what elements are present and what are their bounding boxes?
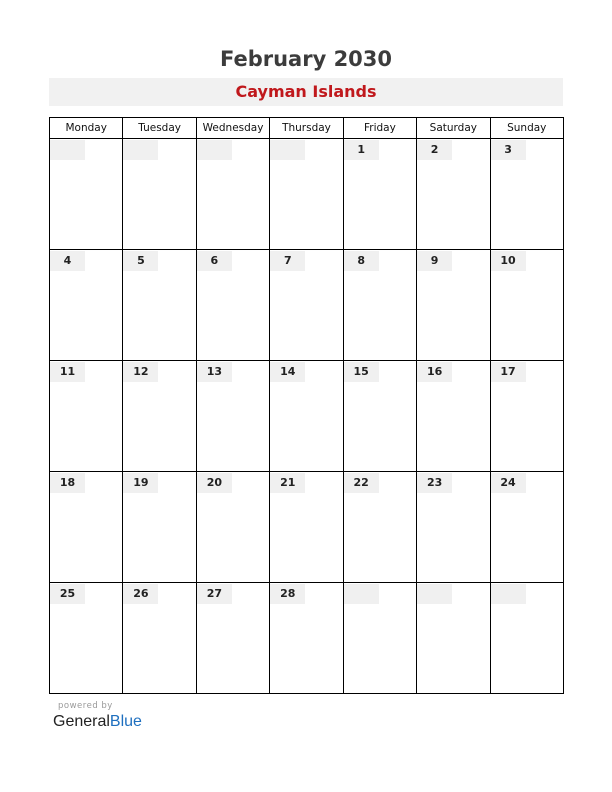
day-cell (270, 361, 343, 472)
day-cell (196, 472, 269, 583)
day-number: 5 (123, 251, 158, 271)
day-cell (196, 250, 269, 361)
day-cell (417, 472, 490, 583)
day-cell (196, 361, 269, 472)
calendar-body (50, 139, 564, 694)
day-number: 4 (50, 251, 85, 271)
weekday-thursday: Thursday (270, 118, 343, 139)
empty-day-cell (123, 139, 196, 250)
calendar-grid (49, 117, 564, 694)
empty-day-badge (270, 140, 305, 160)
day-number: 24 (491, 473, 526, 493)
day-cell (417, 250, 490, 361)
day-number: 7 (270, 251, 305, 271)
day-cell (490, 250, 563, 361)
day-number: 22 (344, 473, 379, 493)
day-number: 26 (123, 584, 158, 604)
page-title: February 2030 (219, 47, 393, 71)
weekday-friday: Friday (343, 118, 416, 139)
day-cell (490, 472, 563, 583)
day-number: 10 (491, 251, 526, 271)
day-cell (270, 472, 343, 583)
day-number: 12 (123, 362, 158, 382)
empty-day-badge (197, 140, 232, 160)
empty-day-cell (196, 139, 269, 250)
day-cell (50, 472, 123, 583)
day-number: 20 (197, 473, 232, 493)
day-cell (270, 583, 343, 694)
day-cell (50, 583, 123, 694)
day-cell (50, 250, 123, 361)
week-row (50, 139, 564, 250)
subtitle-bar (49, 78, 563, 106)
day-number: 9 (417, 251, 452, 271)
day-cell (270, 250, 343, 361)
day-cell (490, 139, 563, 250)
week-row (50, 472, 564, 583)
brand-name-blue: Blue (109, 713, 142, 730)
day-cell (123, 583, 196, 694)
day-number: 23 (417, 473, 452, 493)
day-cell (343, 250, 416, 361)
day-number: 21 (270, 473, 305, 493)
day-number: 2 (417, 140, 452, 160)
powered-by-label: powered by (58, 701, 113, 711)
empty-day-cell (343, 583, 416, 694)
day-cell (123, 250, 196, 361)
day-number: 25 (50, 584, 85, 604)
day-number: 16 (417, 362, 452, 382)
empty-day-badge (50, 140, 85, 160)
day-cell (343, 361, 416, 472)
empty-day-cell (270, 139, 343, 250)
day-cell (343, 139, 416, 250)
weekday-monday: Monday (50, 118, 123, 139)
empty-day-badge (344, 584, 379, 604)
day-number: 15 (344, 362, 379, 382)
week-row (50, 250, 564, 361)
day-number: 1 (344, 140, 379, 160)
day-number: 6 (197, 251, 232, 271)
day-cell (417, 361, 490, 472)
day-number: 8 (344, 251, 379, 271)
day-cell (196, 583, 269, 694)
country-name: Cayman Islands (235, 82, 377, 101)
day-number: 3 (491, 140, 526, 160)
day-cell (123, 361, 196, 472)
brand-name-general: General (53, 713, 110, 730)
weekday-saturday: Saturday (417, 118, 490, 139)
day-number: 28 (270, 584, 305, 604)
weekday-wednesday: Wednesday (196, 118, 269, 139)
day-number: 11 (50, 362, 85, 382)
day-number: 18 (50, 473, 85, 493)
day-cell (490, 361, 563, 472)
empty-day-cell (490, 583, 563, 694)
brand-logo[interactable] (53, 713, 142, 731)
weekday-sunday: Sunday (490, 118, 563, 139)
week-row (50, 361, 564, 472)
weekday-tuesday: Tuesday (123, 118, 196, 139)
empty-day-badge (491, 584, 526, 604)
day-number: 17 (491, 362, 526, 382)
day-number: 13 (197, 362, 232, 382)
weekday-header-row (50, 118, 564, 139)
empty-day-badge (123, 140, 158, 160)
week-row (50, 583, 564, 694)
day-cell (123, 472, 196, 583)
day-cell (417, 139, 490, 250)
empty-day-cell (417, 583, 490, 694)
empty-day-badge (417, 584, 452, 604)
day-number: 14 (270, 362, 305, 382)
day-number: 19 (123, 473, 158, 493)
day-cell (50, 361, 123, 472)
day-number: 27 (197, 584, 232, 604)
empty-day-cell (50, 139, 123, 250)
day-cell (343, 472, 416, 583)
